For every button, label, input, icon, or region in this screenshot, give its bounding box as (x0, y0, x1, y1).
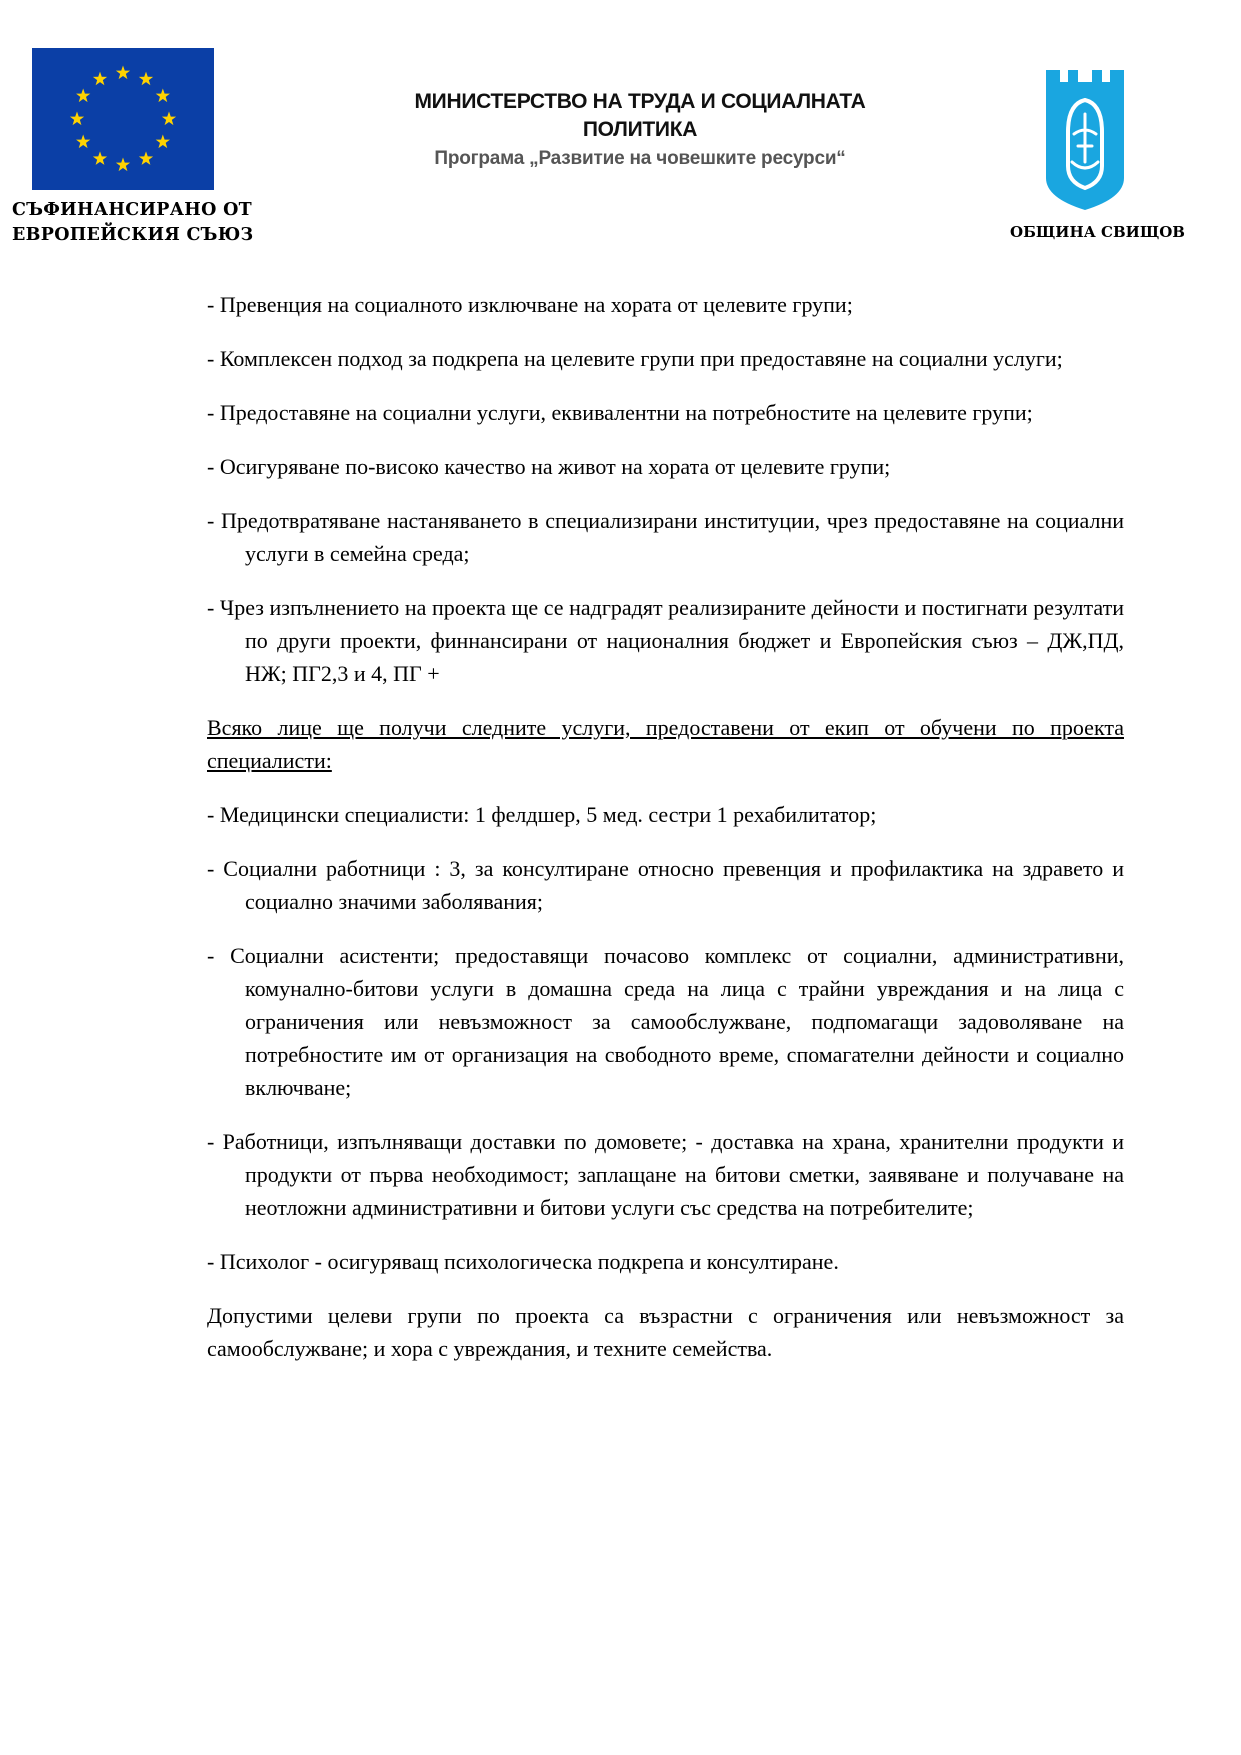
municipality-name: ОБЩИНА СВИЩОВ (1010, 223, 1185, 241)
municipality-crest-icon (1044, 70, 1126, 210)
ministry-title-line: МИНИСТЕРСТВО НА ТРУДА И СОЦИАЛНАТА (414, 90, 866, 113)
eu-caption-line: СЪФИНАНСИРАНО ОТ (12, 200, 252, 220)
ministry-title (380, 88, 900, 144)
goal-item: - Осигуряване по-високо качество на живот на хората от целевите групи; (207, 454, 891, 479)
service-item: - Психолог - осигуряващ психологическа подкрепа и консултиране. (207, 1249, 839, 1274)
ministry-header (380, 88, 900, 174)
document-body (207, 288, 1124, 1365)
eu-caption (12, 198, 254, 248)
eligible-groups-paragraph: Допустими целеви групи по проекта са възрастни с ограничения или невъзможност за самообслужване; и хора с увреждания, и техните семейства. (207, 1303, 1124, 1361)
service-item: - Работници, изпълняващи доставки по домовете; - доставка на храна, хранителни продукти и продукти от първа необходимост; заплащане на битови сметки, заявяване и получаване на неотложни административни и битови услуги със средства на потребителите; (207, 1129, 1124, 1220)
program-name: Програма „Развитие на човешките ресурси“ (434, 148, 846, 169)
goal-item: - Чрез изпълнението на проекта ще се надградят реализираните дейности и постигнати резултати по други проекти, финнансирани от националния бюджет и Европейския съюз – ДЖ,ПД, НЖ; ПГ2,3 и 4, ПГ + (207, 595, 1124, 686)
service-item: - Социални асистенти; предоставящи почасово комплекс от социални, административни, комунално-битови услуги в домашна среда на лица с трайни увреждания и на лица с ограничения или невъзможност за самообслужване, подпомагащи задоволяване на потребностите им от организация на свободното време, спомагателни дейности и социално включване; (207, 943, 1124, 1100)
eu-caption-line: ЕВРОПЕЙСКИЯ СЪЮЗ (12, 225, 254, 245)
goals-list (207, 288, 1124, 690)
goal-item: - Комплексен подход за подкрепа на целевите групи при предоставяне на социални услуги; (207, 346, 1063, 371)
ministry-title-line: ПОЛИТИКА (582, 118, 698, 141)
services-heading: Всяко лице ще получи следните услуги, предоставени от екип от обучени по проекта специалисти: (207, 715, 1124, 773)
goal-item: - Превенция на социалното изключване на хората от целевите групи; (207, 292, 853, 317)
service-item: - Медицински специалисти: 1 фелдшер, 5 мед. сестри 1 рехабилитатор; (207, 802, 877, 827)
goal-item: - Предоставяне на социални услуги, еквивалентни на потребностите на целевите групи; (207, 400, 1033, 425)
services-list (207, 798, 1124, 1278)
goal-item: - Предотвратяване настаняването в специализирани институции, чрез предоставяне на социални услуги в семейна среда; (207, 508, 1124, 566)
service-item: - Социални работници : 3, за консултиране относно превенция и профилактика на здравето и социално значими заболявания; (207, 856, 1124, 914)
eu-flag-icon (32, 48, 214, 190)
municipality-block (1010, 70, 1185, 242)
